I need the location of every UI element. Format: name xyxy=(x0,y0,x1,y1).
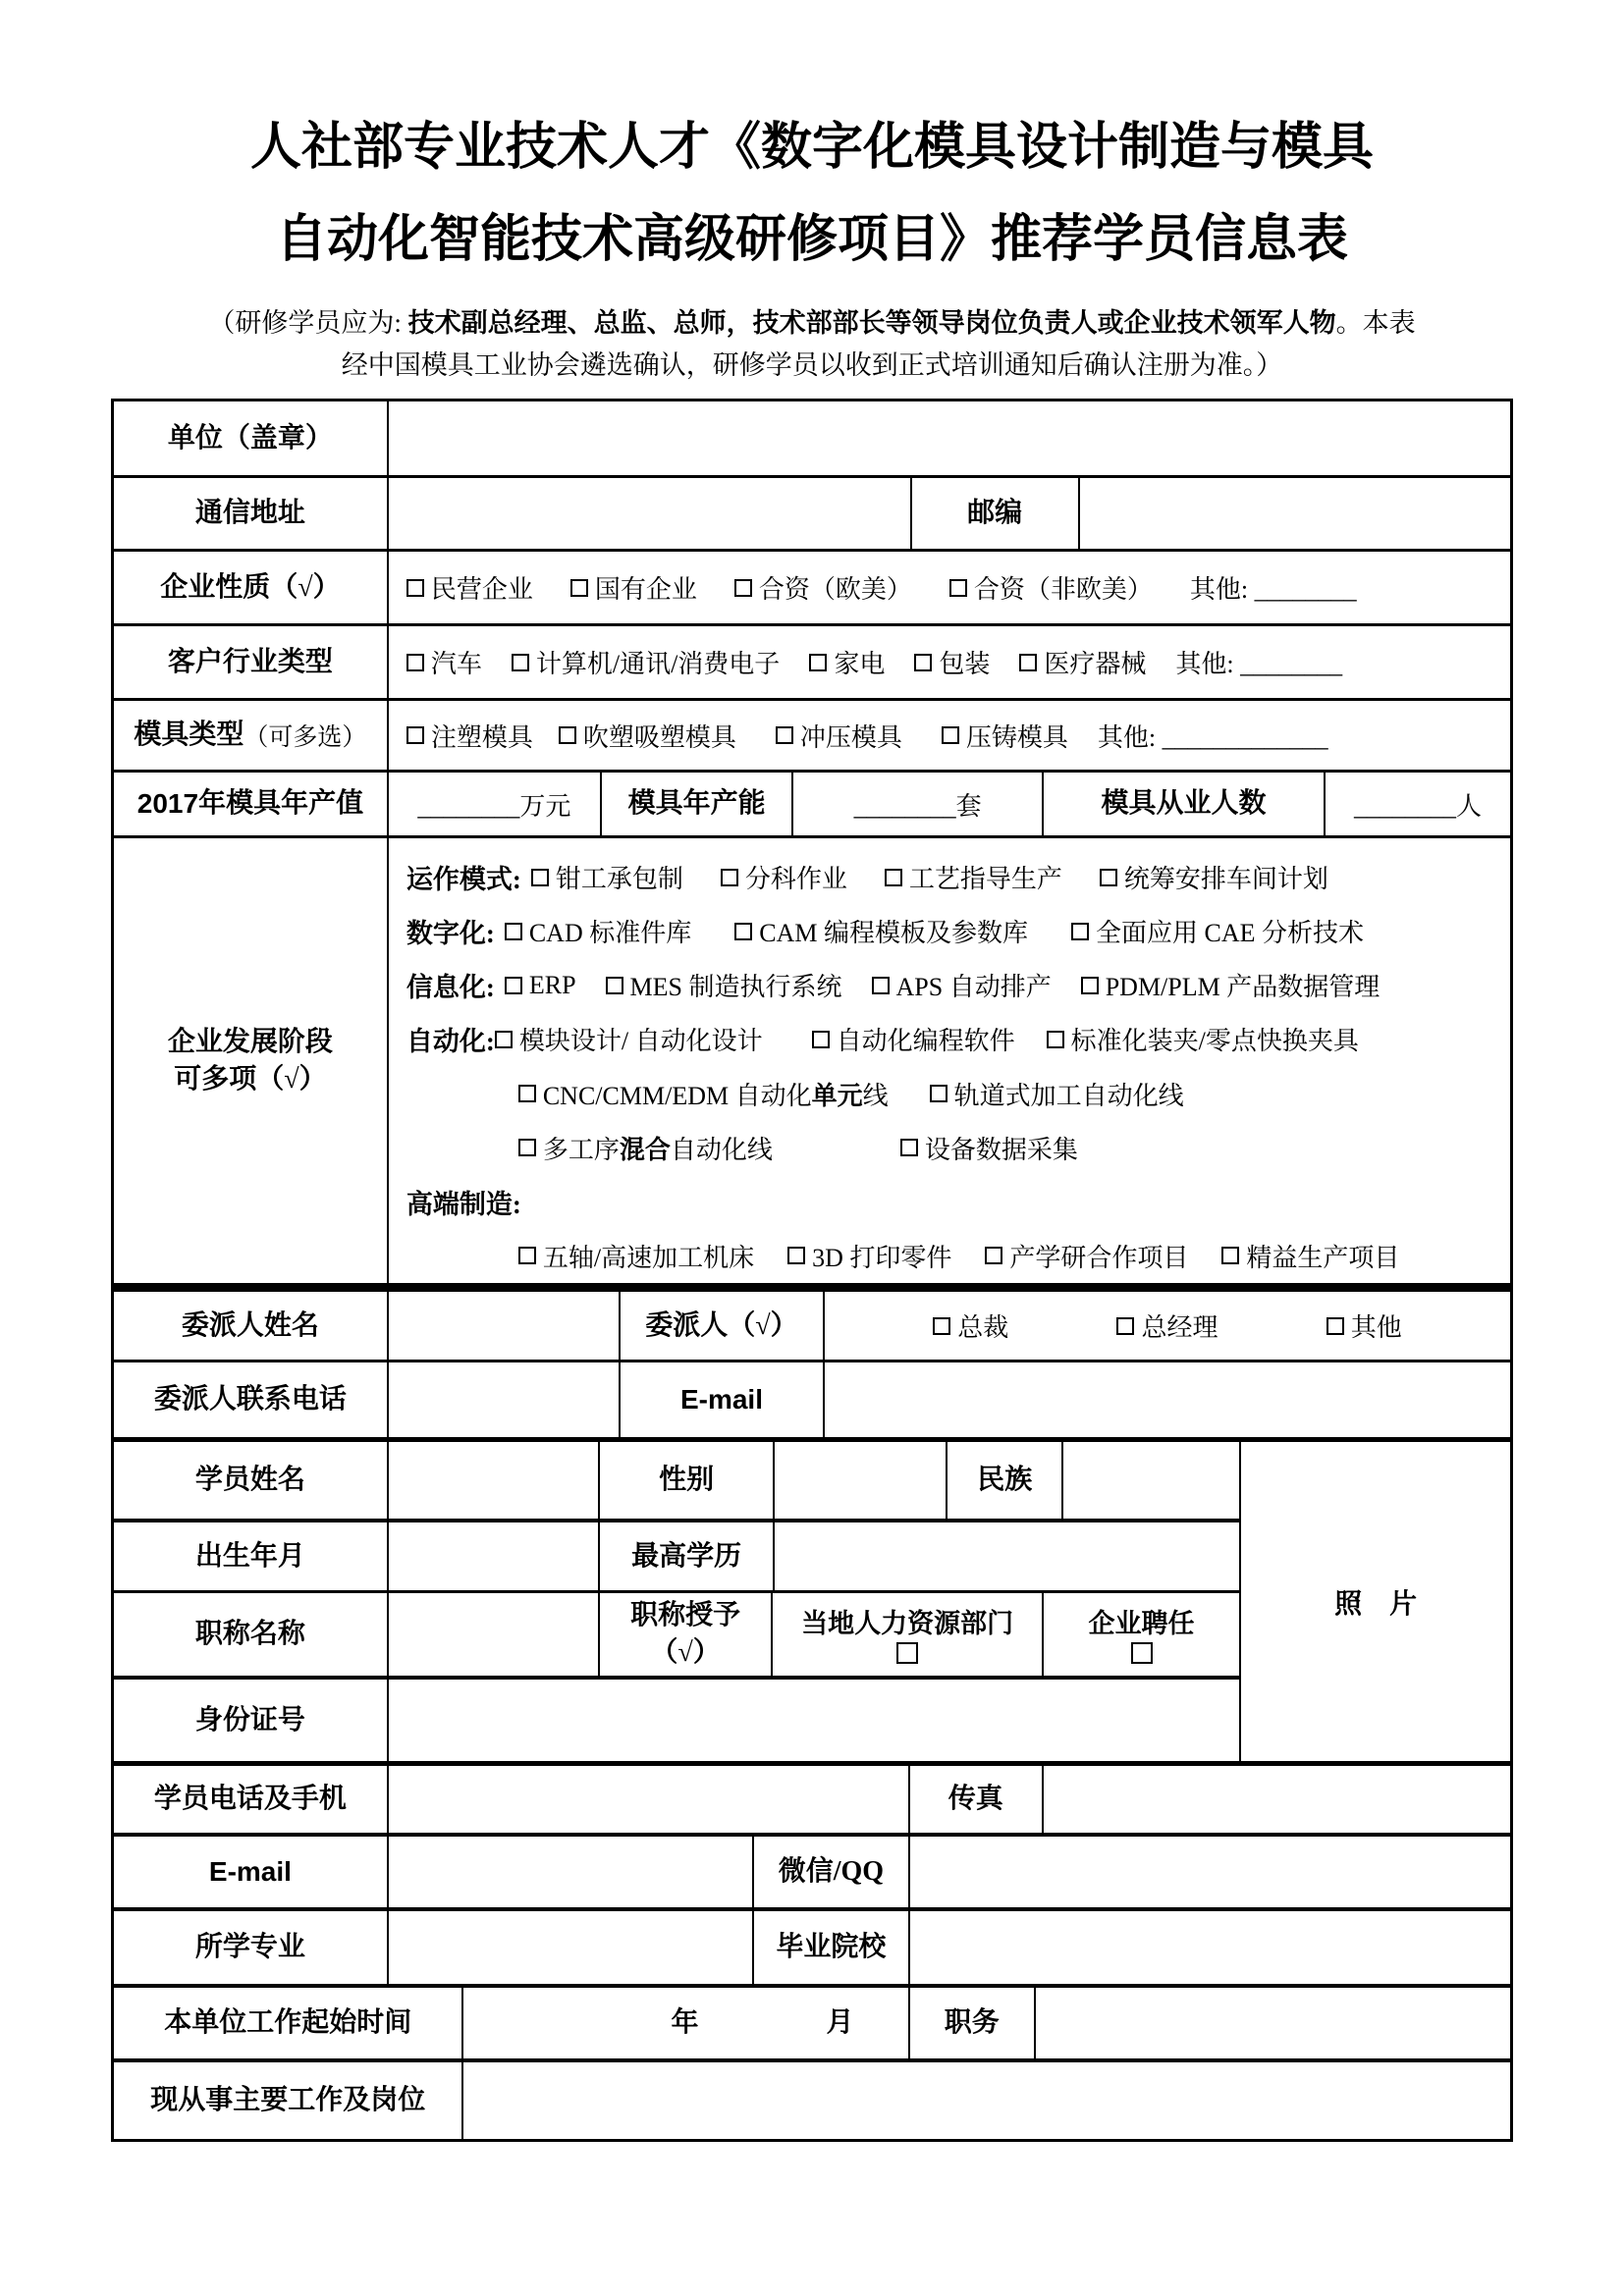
industry-row xyxy=(114,626,1510,701)
postcode-value-cell[interactable] xyxy=(1080,478,1510,549)
capacity-blank[interactable]: ________套 xyxy=(793,773,1044,835)
private-enterprise-checkbox[interactable] xyxy=(406,579,424,597)
packaging-checkbox[interactable] xyxy=(914,654,932,671)
industry-options-cell xyxy=(389,626,1510,698)
student-email-value-cell[interactable] xyxy=(389,1837,754,1907)
major-value-cell[interactable] xyxy=(389,1911,754,1984)
jv-west-checkbox[interactable] xyxy=(734,579,752,597)
output-value-blank[interactable]: ________万元 xyxy=(389,773,602,835)
opt-mes: MES 制造执行系统 xyxy=(606,967,842,1003)
work-start-value-cell[interactable] xyxy=(463,1988,909,2058)
address-label: 通信地址 xyxy=(114,478,389,549)
ethnicity-value-cell[interactable] xyxy=(1063,1442,1239,1519)
aps-checkbox[interactable] xyxy=(872,977,890,994)
cad-library-checkbox[interactable] xyxy=(505,923,522,940)
work-start-label: 本单位工作起始时间 xyxy=(114,1988,463,2058)
appliance-checkbox[interactable] xyxy=(809,654,827,671)
degree-label: 最高学历 xyxy=(600,1522,775,1590)
cam-template-checkbox[interactable] xyxy=(734,923,752,940)
stage-options-cell xyxy=(389,838,1510,1283)
birth-label: 出生年月 xyxy=(114,1522,389,1590)
nature-options-cell xyxy=(389,552,1510,623)
3d-print-checkbox[interactable] xyxy=(787,1247,805,1264)
mes-checkbox[interactable] xyxy=(606,977,623,994)
lean-production-checkbox[interactable] xyxy=(1221,1247,1239,1264)
president-checkbox[interactable] xyxy=(933,1317,950,1335)
opt-process-guided: 工艺指导生产 xyxy=(885,859,1062,895)
major-label: 所学专业 xyxy=(114,1911,389,1984)
workshop-planning-checkbox[interactable] xyxy=(1100,869,1117,886)
ethnicity-label: 民族 xyxy=(947,1442,1062,1519)
industry-academia-checkbox[interactable] xyxy=(985,1247,1002,1264)
industry-option-packaging: 包装 xyxy=(914,644,990,680)
mold-type-row xyxy=(114,701,1510,773)
pdm-plm-checkbox[interactable] xyxy=(1081,977,1099,994)
mold-options-cell xyxy=(389,701,1510,770)
position-value-cell[interactable] xyxy=(1036,1988,1510,2058)
opt-division-work: 分科作业 xyxy=(721,859,847,895)
state-enterprise-checkbox[interactable] xyxy=(570,579,588,597)
wechat-value-cell[interactable] xyxy=(910,1837,1510,1907)
process-guided-checkbox[interactable] xyxy=(885,869,902,886)
current-work-row xyxy=(114,2062,1510,2139)
fax-value-cell[interactable] xyxy=(1044,1766,1510,1833)
role-other-checkbox[interactable] xyxy=(1326,1317,1344,1335)
note-bold: 技术副总经理、总监、总师，技术部部长等领导岗位负责人或企业技术领军人物 xyxy=(407,308,1336,338)
cae-analysis-checkbox[interactable] xyxy=(1071,923,1089,940)
stage-line-information: 信息化: ERP MES 制造执行系统 APS 自动排产 PDM/PLM 产品数据管理 xyxy=(406,958,1510,1012)
mold-option-blow: 吹塑吸塑模具 xyxy=(559,718,736,754)
role-other: 其他 xyxy=(1326,1308,1402,1344)
auto-checkbox[interactable] xyxy=(406,654,424,671)
delegate-email-value-cell[interactable] xyxy=(825,1362,1510,1437)
output-2017-label: 2017 年模具年产值 xyxy=(114,773,389,835)
opt-mixed-line: 多工序 混合 自动化线 xyxy=(518,1130,773,1166)
computer-checkbox[interactable] xyxy=(512,654,529,671)
school-label: 毕业院校 xyxy=(754,1911,909,1984)
division-work-checkbox[interactable] xyxy=(721,869,738,886)
student-phone-row xyxy=(114,1766,1510,1837)
capacity-label: 模具年产能 xyxy=(602,773,793,835)
note-line2: 经中国模具工业协会遴选确认，研修学员以收到正式培训通知后确认注册为准。） xyxy=(341,350,1283,380)
role-gm: 总经理 xyxy=(1116,1308,1218,1344)
staff-count-blank[interactable]: ________人 xyxy=(1353,791,1482,821)
stamping-checkbox[interactable] xyxy=(776,726,793,744)
fax-label: 传真 xyxy=(910,1766,1044,1833)
mold-option-stamping: 冲压模具 xyxy=(776,718,902,754)
industry-option-computer: 计算机/通讯/消费电子 xyxy=(512,644,780,680)
device-data-checkbox[interactable] xyxy=(900,1139,918,1156)
opt-pdm-plm: PDM/PLM 产品数据管理 xyxy=(1081,967,1380,1003)
erp-checkbox[interactable] xyxy=(505,977,522,994)
title-grant-label: 职称授予 （√） xyxy=(600,1593,773,1676)
position-label: 职务 xyxy=(910,1988,1036,2058)
medical-checkbox[interactable] xyxy=(1019,654,1037,671)
page-title xyxy=(0,0,1624,287)
injection-checkbox[interactable] xyxy=(406,726,424,744)
company-hire-checkbox[interactable] xyxy=(1131,1642,1153,1664)
mold-option-injection: 注塑模具 xyxy=(406,718,533,754)
note-suffix: 。本表 xyxy=(1335,308,1416,338)
work-start-row xyxy=(114,1988,1510,2062)
delegate-phone-label: 委派人联系电话 xyxy=(114,1362,389,1437)
opt-3d-print: 3D 打印零件 xyxy=(787,1238,951,1274)
delegate-role-options xyxy=(825,1292,1510,1360)
diecast-checkbox[interactable] xyxy=(942,726,959,744)
student-photo-section xyxy=(114,1442,1510,1766)
opt-cam-template: CAM 编程模板及参数库 xyxy=(734,913,1028,949)
delegate-email-label: E-mail xyxy=(621,1362,825,1437)
school-value-cell[interactable] xyxy=(910,1911,1510,1984)
jv-other-checkbox[interactable] xyxy=(949,579,967,597)
five-axis-checkbox[interactable] xyxy=(518,1247,536,1264)
title-name-label: 职称名称 xyxy=(114,1593,389,1676)
note-prefix: （研修学员应为: xyxy=(208,308,408,338)
stage-label: 企业发展阶段 可多项（√） xyxy=(114,838,389,1283)
stage-line-highend: 高端制造: xyxy=(406,1189,521,1219)
nature-label: 企业性质（√） xyxy=(114,552,389,623)
page-title-line2: 自动化智能技术高级研修项目》推荐学员信息表 xyxy=(275,212,1348,268)
delegate-name-row xyxy=(114,1292,1510,1362)
hr-dept-checkbox[interactable] xyxy=(896,1642,918,1664)
photo-cell[interactable]: 照 片 xyxy=(1239,1442,1510,1761)
staff-count-label: 模具从业人数 xyxy=(1044,773,1326,835)
nature-option-state: 国有企业 xyxy=(570,569,697,606)
student-phone-label: 学员电话及手机 xyxy=(114,1766,389,1833)
stage-line-operation: 运作模式: 钳工承包制 分科作业 工艺指导生产 统筹安排车间计划 xyxy=(406,850,1510,904)
industry-option-appliance: 家电 xyxy=(809,644,885,680)
rail-line-checkbox[interactable] xyxy=(930,1085,947,1102)
student-name-value-cell[interactable] xyxy=(389,1442,600,1519)
student-email-label: E-mail xyxy=(114,1837,389,1907)
major-row xyxy=(114,1911,1510,1988)
nature-other-blank[interactable]: 其他: ________ xyxy=(1189,575,1357,604)
opt-device-data: 设备数据采集 xyxy=(900,1130,1078,1166)
opt-cae-analysis: 全面应用 CAE 分析技术 xyxy=(1071,913,1364,949)
stage-line-digital: 数字化: CAD 标准件库 CAM 编程模板及参数库 全面应用 CAE 分析技术 xyxy=(406,904,1510,958)
output-2017-row xyxy=(114,773,1510,838)
opt-cad-library: CAD 标准件库 xyxy=(505,913,691,949)
opt-standard-fixture: 标准化装夹/零点快换夹具 xyxy=(1047,1021,1359,1057)
industry-option-auto: 汽车 xyxy=(406,644,482,680)
stage-line-automation: 自动化: 模块设计/ 自动化设计 自动化编程软件 标准化装夹/零点快换夹具 xyxy=(406,1012,1510,1066)
opt-auto-programming: 自动化编程软件 xyxy=(812,1021,1015,1057)
grant-company-cell: 企业聘任 xyxy=(1044,1593,1239,1676)
info-table xyxy=(111,399,1513,2142)
module-design-checkbox[interactable] xyxy=(495,1031,513,1048)
nature-option-jv-other: 合资（非欧美） xyxy=(949,569,1153,606)
mold-option-diecast: 压铸模具 xyxy=(942,718,1068,754)
mold-other-blank[interactable]: 其他: _____________ xyxy=(1097,722,1328,752)
stage-line-automation2 xyxy=(406,1067,1510,1121)
opt-workshop-planning: 统筹安排车间计划 xyxy=(1100,859,1328,895)
opt-fitter-contract: 钳工承包制 xyxy=(531,859,683,895)
nature-option-jv-west: 合资（欧美） xyxy=(734,569,912,606)
current-work-label: 现从事主要工作及岗位 xyxy=(114,2062,463,2139)
opt-lean-production: 精益生产项目 xyxy=(1221,1238,1399,1274)
month-label: 月 xyxy=(826,2007,854,2038)
mold-type-sublabel: （可多选） xyxy=(244,724,367,751)
mixed-line-checkbox[interactable] xyxy=(518,1139,536,1156)
delegate-name-value-cell[interactable] xyxy=(389,1292,621,1360)
stage-line-automation3 xyxy=(406,1121,1510,1175)
auto-programming-checkbox[interactable] xyxy=(812,1031,830,1048)
postcode-label: 邮编 xyxy=(912,478,1080,549)
address-row xyxy=(114,478,1510,552)
degree-value-cell[interactable] xyxy=(775,1522,1239,1590)
unit-value-cell[interactable] xyxy=(389,401,1510,475)
gm-checkbox[interactable] xyxy=(1116,1317,1134,1335)
delegate-phone-row xyxy=(114,1362,1510,1442)
nature-option-private: 民营企业 xyxy=(406,569,533,606)
gender-value-cell[interactable] xyxy=(775,1442,947,1519)
industry-label: 客户行业类型 xyxy=(114,626,389,698)
opt-rail-line: 轨道式加工自动化线 xyxy=(930,1076,1184,1112)
opt-five-axis: 五轴/高速加工机床 xyxy=(518,1238,754,1274)
industry-option-medical: 医疗器械 xyxy=(1019,644,1146,680)
opt-industry-academia: 产学研合作项目 xyxy=(985,1238,1188,1274)
gender-label: 性别 xyxy=(600,1442,775,1519)
standard-fixture-checkbox[interactable] xyxy=(1047,1031,1064,1048)
student-name-label: 学员姓名 xyxy=(114,1442,389,1519)
page-note xyxy=(0,302,1624,387)
opt-module-design: 模块设计/ 自动化设计 xyxy=(495,1021,763,1057)
note-line1 xyxy=(0,302,1624,345)
id-label: 身份证号 xyxy=(114,1680,389,1761)
delegate-name-label: 委派人姓名 xyxy=(114,1292,389,1360)
stage-line-highend-options xyxy=(406,1229,1510,1283)
mold-type-label: 模具类型 （可多选） xyxy=(114,701,389,770)
birth-value-cell[interactable] xyxy=(389,1522,600,1590)
role-president: 总裁 xyxy=(933,1308,1008,1344)
opt-erp: ERP xyxy=(505,971,576,1000)
id-value-cell[interactable] xyxy=(389,1680,1239,1761)
delegate-phone-value-cell[interactable] xyxy=(389,1362,621,1437)
year-label: 年 xyxy=(671,2007,699,2038)
delegate-role-label: 委派人（√） xyxy=(621,1292,825,1360)
opt-aps: APS 自动排产 xyxy=(872,967,1052,1003)
blow-checkbox[interactable] xyxy=(559,726,576,744)
student-email-row xyxy=(114,1837,1510,1911)
title-value-cell[interactable] xyxy=(389,1593,600,1676)
wechat-label: 微信/QQ xyxy=(754,1837,909,1907)
page-title-line1: 人社部专业技术人才《数字化模具设计制造与模具 xyxy=(249,120,1374,176)
student-phone-value-cell[interactable] xyxy=(389,1766,910,1833)
enterprise-nature-row xyxy=(114,552,1510,626)
grant-hr-dept-cell: 当地人力资源部门 xyxy=(773,1593,1044,1676)
opt-cnc-cell-line: CNC/CMM/EDM 自动化 单元 线 xyxy=(518,1076,889,1112)
unit-label: 单位（盖章） xyxy=(114,401,389,475)
cnc-cell-line-checkbox[interactable] xyxy=(518,1085,536,1102)
section-divider xyxy=(114,1283,1510,1292)
current-work-value-cell[interactable] xyxy=(463,2062,1510,2139)
unit-row xyxy=(114,401,1510,478)
industry-other-blank[interactable]: 其他: ________ xyxy=(1175,650,1343,678)
fitter-contract-checkbox[interactable] xyxy=(531,869,549,886)
development-stage-row xyxy=(114,838,1510,1283)
address-value-cell[interactable] xyxy=(389,478,912,549)
